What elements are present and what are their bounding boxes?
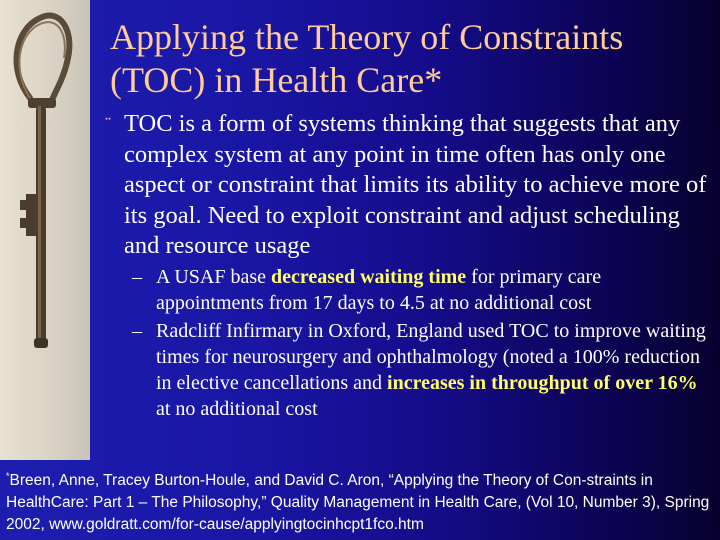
key-bit-icon: [20, 194, 36, 236]
footnote-mark: *: [6, 470, 10, 481]
main-bullet-text: TOC is a form of systems thinking that suggests that any complex system at any point in time often has only one aspect or constraint that limits its ability to achieve more of its goal. Need to exploit constraint and adjust scheduling and resource usage: [124, 110, 707, 259]
sub-bullet-usaf: [132, 264, 712, 316]
sub-bullet-radcliff: [132, 318, 712, 422]
main-bullet: [104, 109, 716, 262]
sub-bullet-list: [132, 264, 712, 424]
sub1-text-before: A USAF base: [156, 266, 272, 288]
sub1-highlight: decreased waiting time: [271, 266, 467, 288]
citation-footnote: [6, 470, 718, 536]
sub2-text-after: at no additional cost: [156, 398, 318, 420]
title-line-1: Applying the Theory of Constraints: [110, 17, 624, 57]
skeleton-key-image: [0, 0, 90, 460]
dash-icon: –: [132, 320, 142, 342]
sub2-text-before: Radcliff Infirmary in Oxford, England used TOC to improve waiting times for neurosurgery and ophthalmology (noted a 100% reduction in elective cancellations and: [156, 320, 706, 394]
sub2-highlight: increases in throughput of over 16%: [387, 372, 698, 394]
title-line-2: (TOC) in Health Care*: [110, 60, 443, 100]
footnote-text: Breen, Anne, Tracey Burton-Houle, and David C. Aron, “Applying the Theory of Con-straints in HealthCare: Part 1 – The Philosophy,” Quality Management in Health Care, (Vol 10, Number 3), Spring 2002, www.goldratt.com/for-cause/applyingtocinhcpt1fco.htm: [6, 472, 710, 533]
dash-icon: –: [132, 266, 142, 288]
slide-title: [110, 16, 710, 102]
sub1-text-after: for primary care appointments from 17 days to 4.5 at no additional cost: [156, 266, 602, 314]
bullet-icon: ¨: [104, 115, 112, 134]
